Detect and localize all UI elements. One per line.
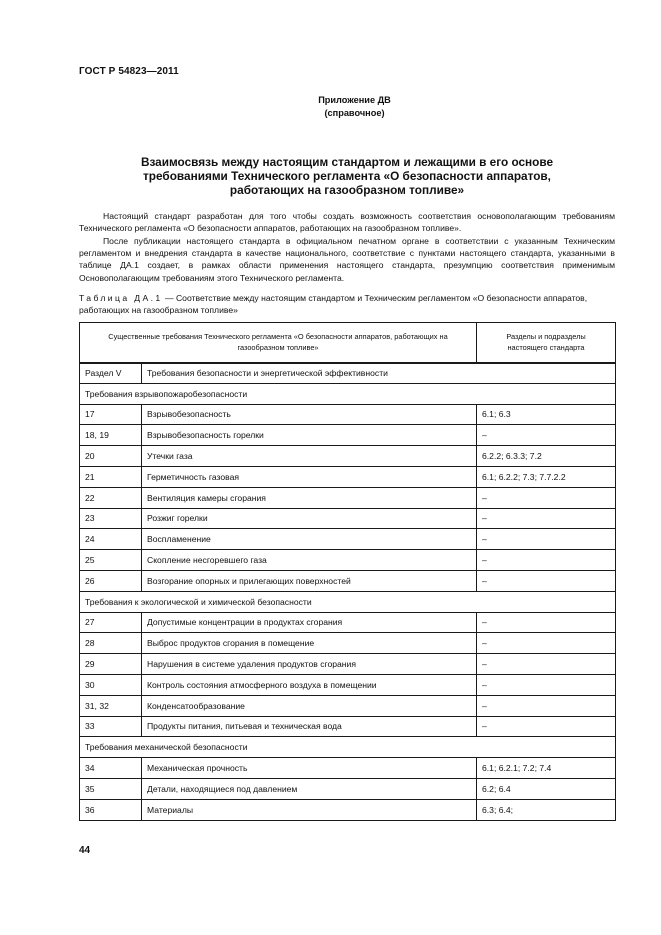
main-title <box>79 155 615 197</box>
table-row <box>80 654 616 675</box>
table-row <box>80 758 616 779</box>
requirement-name: Скопление несгоревшего газа <box>142 550 477 571</box>
document-code: ГОСТ Р 54823—2011 <box>79 66 179 77</box>
table-header-row <box>80 323 616 363</box>
standard-reference: – <box>477 487 616 508</box>
requirement-name: Нарушения в системе удаления продуктов сгорания <box>142 654 477 675</box>
requirement-number: 22 <box>80 487 142 508</box>
requirement-number: 25 <box>80 550 142 571</box>
table-row <box>80 612 616 633</box>
requirement-name: Взрывобезопасность горелки <box>142 425 477 446</box>
table-row <box>80 716 616 737</box>
standard-reference: 6.2.2; 6.3.3; 7.2 <box>477 446 616 467</box>
standard-reference: – <box>477 508 616 529</box>
section-row <box>80 363 616 384</box>
requirement-name: Возгорание опорных и прилегающих поверхностей <box>142 570 477 591</box>
group-row <box>80 737 616 758</box>
table-row <box>80 778 616 799</box>
page-number: 44 <box>79 845 91 856</box>
table-row <box>80 404 616 425</box>
table-row <box>80 695 616 716</box>
requirement-number: 26 <box>80 570 142 591</box>
intro-paragraph: Настоящий стандарт разработан для того чтобы создать возможность соответствия основополагающим требованиям Технического регламента «О безопасности аппаратов, работающих на газообразном топливе». <box>79 211 615 234</box>
requirement-number: 27 <box>80 612 142 633</box>
standard-reference: – <box>477 716 616 737</box>
main-title-line: работающих на газообразном топливе» <box>229 183 465 197</box>
group-title: Требования к экологической и химической безопасности <box>80 591 616 612</box>
standard-reference: – <box>477 695 616 716</box>
annex-subtitle: (справочное) <box>324 108 385 118</box>
standard-reference: – <box>477 529 616 550</box>
requirements-table <box>79 322 616 821</box>
standard-reference: 6.3; 6.4; <box>477 799 616 820</box>
table-row <box>80 487 616 508</box>
standard-reference: 6.1; 6.3 <box>477 404 616 425</box>
table-row <box>80 674 616 695</box>
section-code: Раздел V <box>80 363 142 384</box>
requirement-name: Воспламенение <box>142 529 477 550</box>
standard-reference: – <box>477 674 616 695</box>
standard-reference: – <box>477 570 616 591</box>
table-caption <box>79 292 615 316</box>
group-title: Требования взрывопожаробезопасности <box>80 383 616 404</box>
requirement-number: 36 <box>80 799 142 820</box>
table-caption-label: Таблица ДА.1 <box>79 293 163 303</box>
requirement-name: Розжиг горелки <box>142 508 477 529</box>
requirement-number: 29 <box>80 654 142 675</box>
main-title-line: Взаимосвязь между настоящим стандартом и лежащими в его основе <box>140 155 554 169</box>
standard-reference: 6.1; 6.2.1; 7.2; 7.4 <box>477 758 616 779</box>
requirement-number: 28 <box>80 633 142 654</box>
table-caption-text: — Соответствие между настоящим стандартом и Техническим регламентом «О безопасности аппаратов, работающих на газообразном топливе» <box>79 293 588 316</box>
annex-heading <box>0 94 661 120</box>
requirement-number: 24 <box>80 529 142 550</box>
table-row <box>80 508 616 529</box>
requirement-name: Выброс продуктов сгорания в помещение <box>142 633 477 654</box>
requirement-number: 21 <box>80 466 142 487</box>
requirement-name: Герметичность газовая <box>142 466 477 487</box>
requirement-name: Продукты питания, питьевая и техническая вода <box>142 716 477 737</box>
requirement-name: Детали, находящиеся под давлением <box>142 778 477 799</box>
requirement-name: Вентиляция камеры сгорания <box>142 487 477 508</box>
requirement-number: 23 <box>80 508 142 529</box>
table-row <box>80 570 616 591</box>
standard-reference: 6.1; 6.2.2; 7.3; 7.7.2.2 <box>477 466 616 487</box>
requirement-name: Конденсатообразование <box>142 695 477 716</box>
requirement-number: 17 <box>80 404 142 425</box>
standard-reference: – <box>477 633 616 654</box>
standard-reference: – <box>477 654 616 675</box>
standard-reference: 6.2; 6.4 <box>477 778 616 799</box>
group-row <box>80 383 616 404</box>
table-row <box>80 529 616 550</box>
table-row <box>80 425 616 446</box>
requirement-name: Утечки газа <box>142 446 477 467</box>
table-row <box>80 550 616 571</box>
requirement-name: Допустимые концентрации в продуктах сгорания <box>142 612 477 633</box>
annex-title: Приложение ДВ <box>318 95 391 105</box>
table-row <box>80 446 616 467</box>
requirement-name: Материалы <box>142 799 477 820</box>
group-row <box>80 591 616 612</box>
requirement-number: 31, 32 <box>80 695 142 716</box>
standard-reference: – <box>477 425 616 446</box>
standard-reference: – <box>477 612 616 633</box>
requirement-number: 34 <box>80 758 142 779</box>
section-title: Требования безопасности и энергетической эффективности <box>142 363 616 384</box>
group-title: Требования механической безопасности <box>80 737 616 758</box>
requirement-number: 20 <box>80 446 142 467</box>
table-body <box>80 363 616 821</box>
header-regulation-requirements: Существенные требования Технического регламента «О безопасности аппаратов, работающих на газообразном топливе» <box>80 323 477 363</box>
requirement-name: Механическая прочность <box>142 758 477 779</box>
requirement-number: 35 <box>80 778 142 799</box>
requirement-name: Взрывобезопасность <box>142 404 477 425</box>
requirement-number: 33 <box>80 716 142 737</box>
requirement-number: 30 <box>80 674 142 695</box>
header-standard-sections: Разделы и подразделы настоящего стандарта <box>477 323 616 363</box>
standard-reference: – <box>477 550 616 571</box>
publication-paragraph: После публикации настоящего стандарта в официальном печатном органе в соответствии с указанным Техническим регламентом и внедрения стандарта в качестве национального, соответствие с пунктами настоящего стандарта, указанными в таблице ДА.1 создает, в рамках области применения настоящего стандарта, презумпцию соответствия применимым Основополагающим требованиям этого Технического регламента. <box>79 236 615 283</box>
requirement-name: Контроль состояния атмосферного воздуха в помещении <box>142 674 477 695</box>
table-row <box>80 466 616 487</box>
table-row <box>80 633 616 654</box>
table-row <box>80 799 616 820</box>
requirement-number: 18, 19 <box>80 425 142 446</box>
main-title-line: требованиями Технического регламента «О безопасности аппаратов, <box>143 169 551 183</box>
